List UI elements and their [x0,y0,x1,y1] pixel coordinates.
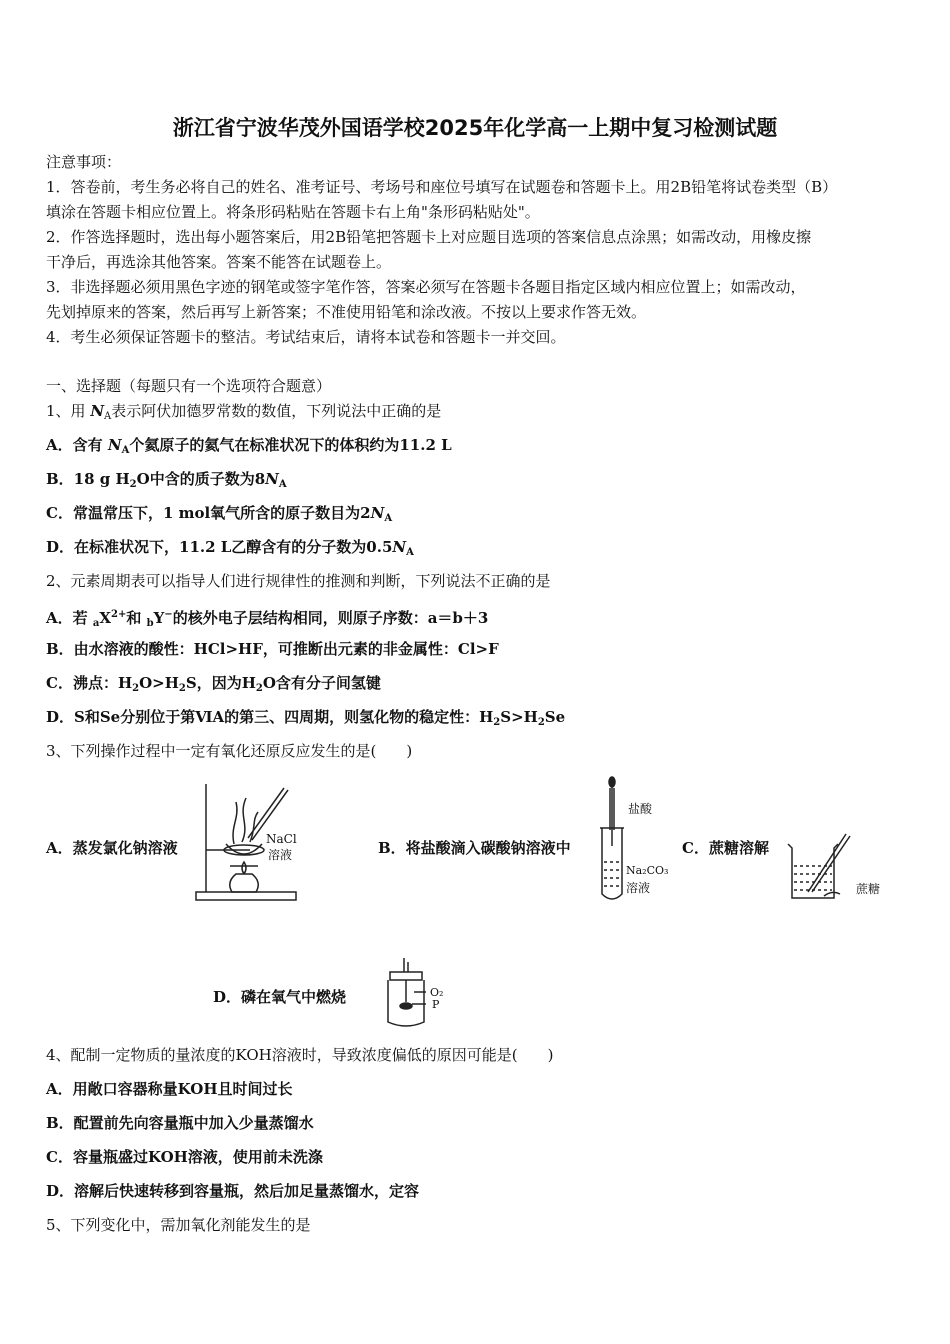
question-3-option-d[interactable]: D．磷在氧气中燃烧 [213,988,347,1006]
question-4-option-d[interactable]: D．溶解后快速转移到容量瓶，然后加足量蒸馏水，定容 [46,1182,420,1200]
figure-label-na2co3: Na₂CO₃ [626,864,669,877]
section-heading: 一、选择题（每题只有一个选项符合题意） [46,377,332,395]
notice-line: 先划掉原来的答案，然后再写上新答案；不准使用铅笔和涂改液。不按以上要求作答无效。 [46,303,647,321]
figure-label-sucrose: 蔗糖 [856,882,881,896]
beaker-stirring-figure [784,830,854,905]
figure-label-o2: O₂ [430,986,444,999]
notice-line: 4．考生必须保证答题卡的整洁。考试结束后，请将本试卷和答题卡一并交回。 [46,328,566,346]
page-title: 浙江省宁波华茂外国语学校2025年化学高一上期中复习检测试题 [172,116,778,140]
notice-line: 填涂在答题卡相应位置上。将条形码粘贴在答题卡右上角"条形码粘贴处"。 [46,203,540,221]
figure-label-hcl: 盐酸 [628,802,653,816]
question-4-stem: 4、配制一定物质的量浓度的KOH溶液时，导致浓度偏低的原因可能是( ) [46,1046,554,1064]
figure-label-p: P [432,998,440,1011]
question-4-option-a[interactable]: A．用敞口容器称量KOH且时间过长 [46,1080,293,1098]
question-4-option-c[interactable]: C．容量瓶盛过KOH溶液，使用前未洗涤 [46,1148,323,1166]
notice-heading: 注意事项： [46,153,122,171]
question-5-stem: 5、下列变化中，需加氧化剂能发生的是 [46,1216,311,1234]
question-1-option-a[interactable]: A．含有 $N_A$个氦原子的氦气在标准状况下的体积约为11.2 L [46,436,452,456]
question-1-option-c[interactable]: C．常温常压下，1 mol氧气所含的原子数目为$2N_A$ [46,504,393,524]
figure-label-solution-b: 溶液 [626,881,651,895]
question-3-stem: 3、下列操作过程中一定有氧化还原反应发生的是( ) [46,742,413,760]
evaporation-apparatus-figure [192,778,322,906]
question-2-option-c[interactable]: C．沸点：$H_2O>H_2S$，因为$H_2O$含有分子间氢键 [46,674,381,694]
figure-label-nacl: NaCl [266,832,297,846]
question-1-option-b[interactable]: B．18 g $H_2O$中含的质子数为$8N_A$ [46,470,287,490]
question-2-option-a[interactable]: A．若 $_aX^{2+}$和 $_b$Y−的核外电子层结构相同，则原子序数：a＝b＋3 [46,609,489,629]
question-1-option-d[interactable]: D．在标准状况下，11.2 L乙醇含有的分子数为$0.5N_A$ [46,538,414,558]
notice-line: 1．答卷前，考生务必将自己的姓名、准考证号、考场号和座位号填写在试题卷和答题卡上。用2B铅笔将试卷类型（B） [46,178,838,196]
notice-line: 干净后，再选涂其他答案。答案不能答在试题卷上。 [46,253,392,271]
notice-line: 2．作答选择题时，选出每小题答案后，用2B铅笔把答题卡上对应题目选项的答案信息点涂黑；如需改动，用橡皮擦 [46,228,812,246]
question-4-option-b[interactable]: B．配置前先向容量瓶中加入少量蒸馏水 [46,1114,314,1132]
gas-jar-combustion-figure [382,958,432,1028]
notice-line: 3．非选择题必须用黑色字迹的钢笔或签字笔作答，答案必须写在答题卡各题目指定区域内相应位置上；如需改动， [46,278,806,296]
question-2-option-d[interactable]: D．S和Se分别位于第ⅥA的第三、四周期，则氢化物的稳定性：$H_2S>H_2Se$ [46,708,566,728]
question-2-stem: 2、元素周期表可以指导人们进行规律性的推测和判断，下列说法不正确的是 [46,572,551,590]
question-3-option-c[interactable]: C．蔗糖溶解 [682,839,769,857]
figure-label-solution: 溶液 [268,848,293,862]
question-1-stem: 1、用 $N_A$表示阿伏加德罗常数的数值，下列说法中正确的是 [46,402,442,422]
question-3-option-a[interactable]: A．蒸发氯化钠溶液 [46,839,178,857]
question-2-option-b[interactable]: B．由水溶液的酸性：HCl>HF，可推断出元素的非金属性：Cl>F [46,640,499,658]
question-3-option-b[interactable]: B．将盐酸滴入碳酸钠溶液中 [378,839,571,857]
